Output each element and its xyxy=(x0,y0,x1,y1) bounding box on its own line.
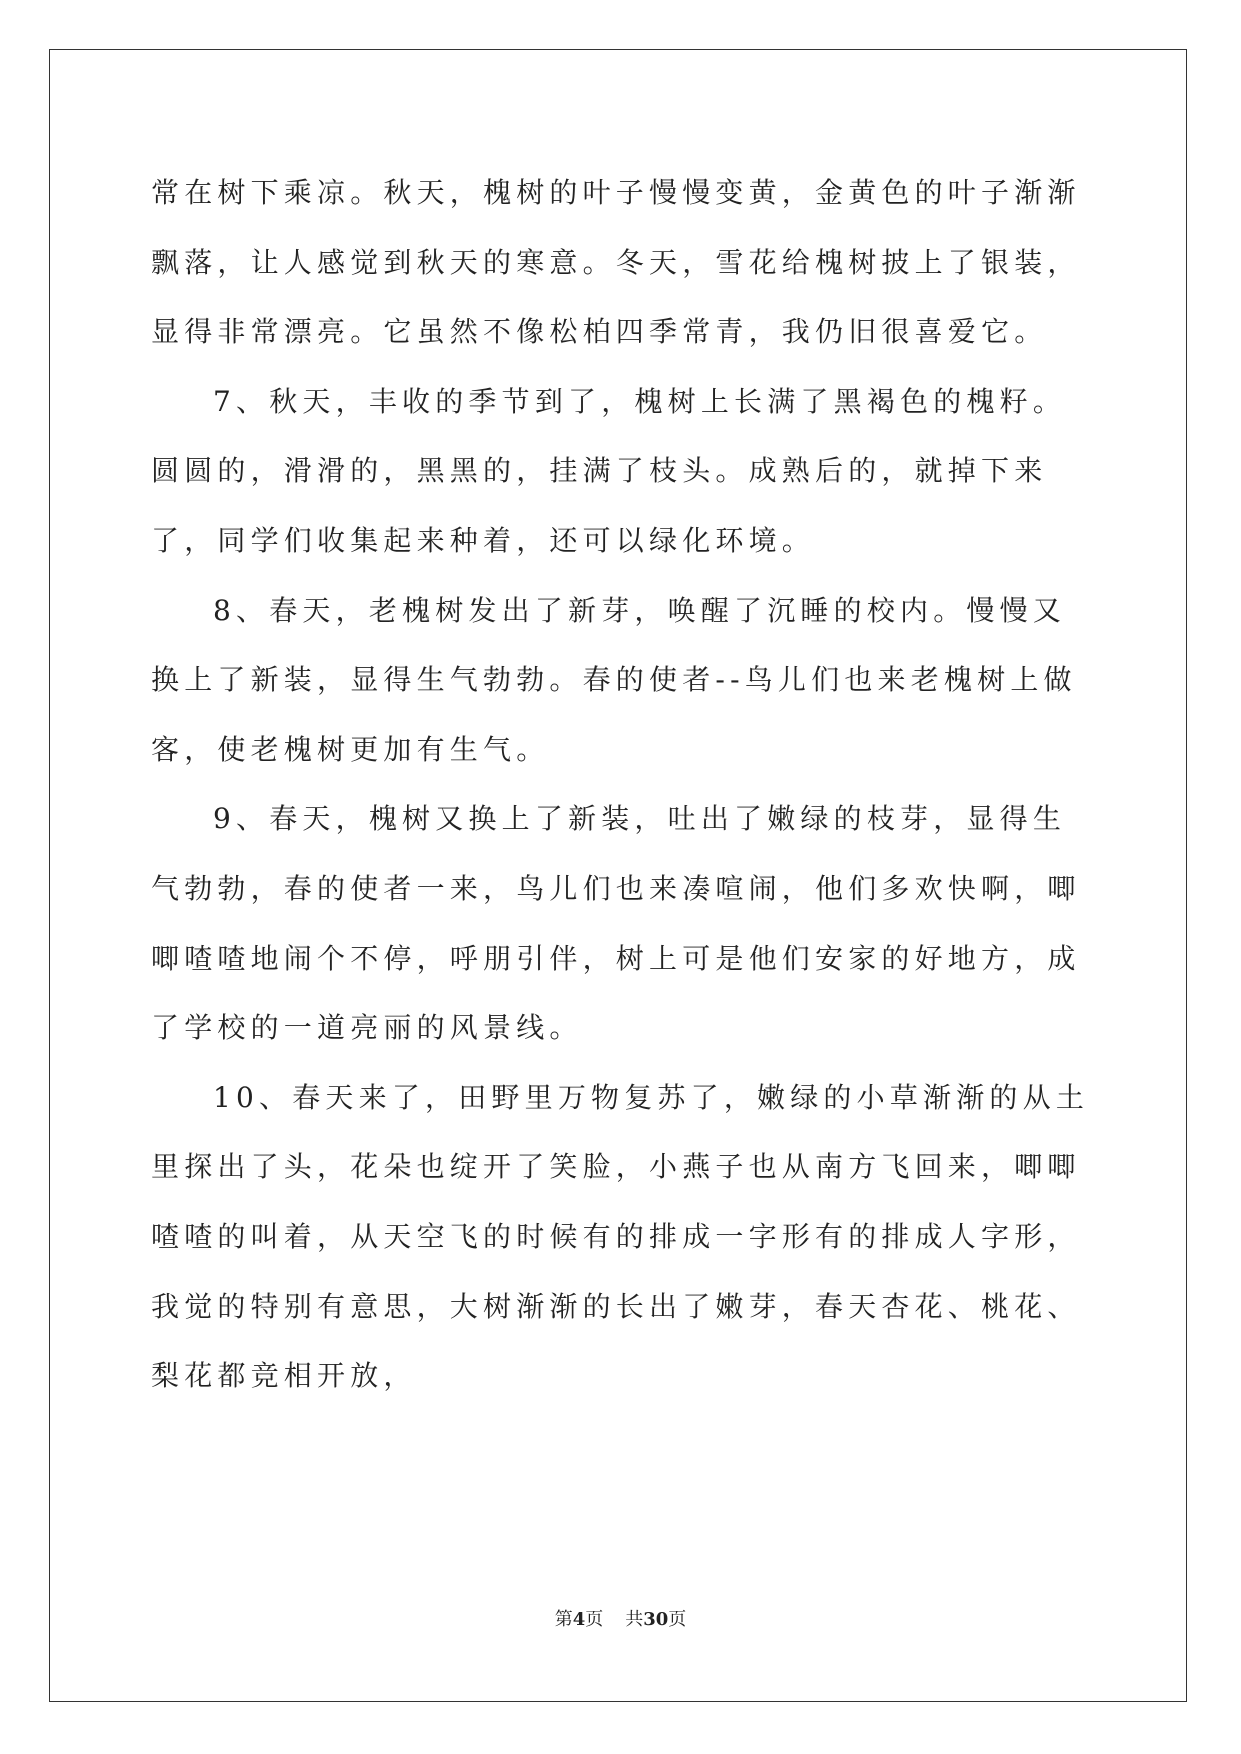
paragraph-8: 8、春天，老槐树发出了新芽，唤醒了沉睡的校内。慢慢又换上了新装，显得生气勃勃。春的使者--鸟儿们也来老槐树上做客，使老槐树更加有生气。 xyxy=(151,593,1077,766)
total-prefix: 共 xyxy=(625,1609,644,1630)
total-suffix: 页 xyxy=(668,1609,687,1630)
page-footer xyxy=(0,1605,1241,1631)
total-pages: 30 xyxy=(643,1609,669,1630)
paragraph-9: 9、春天，槐树又换上了新装，吐出了嫩绿的枝芽，显得生气勃勃，春的使者一来，鸟儿们也来凑喧闹，他们多欢快啊，唧唧喳喳地闹个不停，呼朋引伴，树上可是他们安家的好地方，成了学校的一道亮丽的风景线。 xyxy=(151,802,1081,1045)
paragraph-continuation: 常在树下乘凉。秋天，槐树的叶子慢慢变黄，金黄色的叶子渐渐飘落，让人感觉到秋天的寒意。冬天，雪花给槐树披上了银装，显得非常漂亮。它虽然不像松柏四季常青，我仍旧很喜爱它。 xyxy=(151,176,1081,349)
page-prefix: 第 xyxy=(554,1609,573,1630)
page-suffix: 页 xyxy=(585,1609,604,1630)
page-number: 4 xyxy=(572,1609,586,1630)
paragraph-7: 7、秋天，丰收的季节到了，槐树上长满了黑褐色的槐籽。圆圆的，滑滑的，黑黑的，挂满了枝头。成熟后的，就掉下来了，同学们收集起来种着，还可以绿化环境。 xyxy=(151,384,1067,557)
body-text xyxy=(151,158,1096,1411)
paragraph-10: 10、春天来了，田野里万物复苏了，嫩绿的小草渐渐的从土里探出了头，花朵也绽开了笑脸，小燕子也从南方飞回来，唧唧喳喳的叫着，从天空飞的时候有的排成一字形有的排成人字形，我觉的特别有意思，大树渐渐的长出了嫩芽，春天杏花、桃花、梨花都竞相开放， xyxy=(151,1080,1090,1393)
